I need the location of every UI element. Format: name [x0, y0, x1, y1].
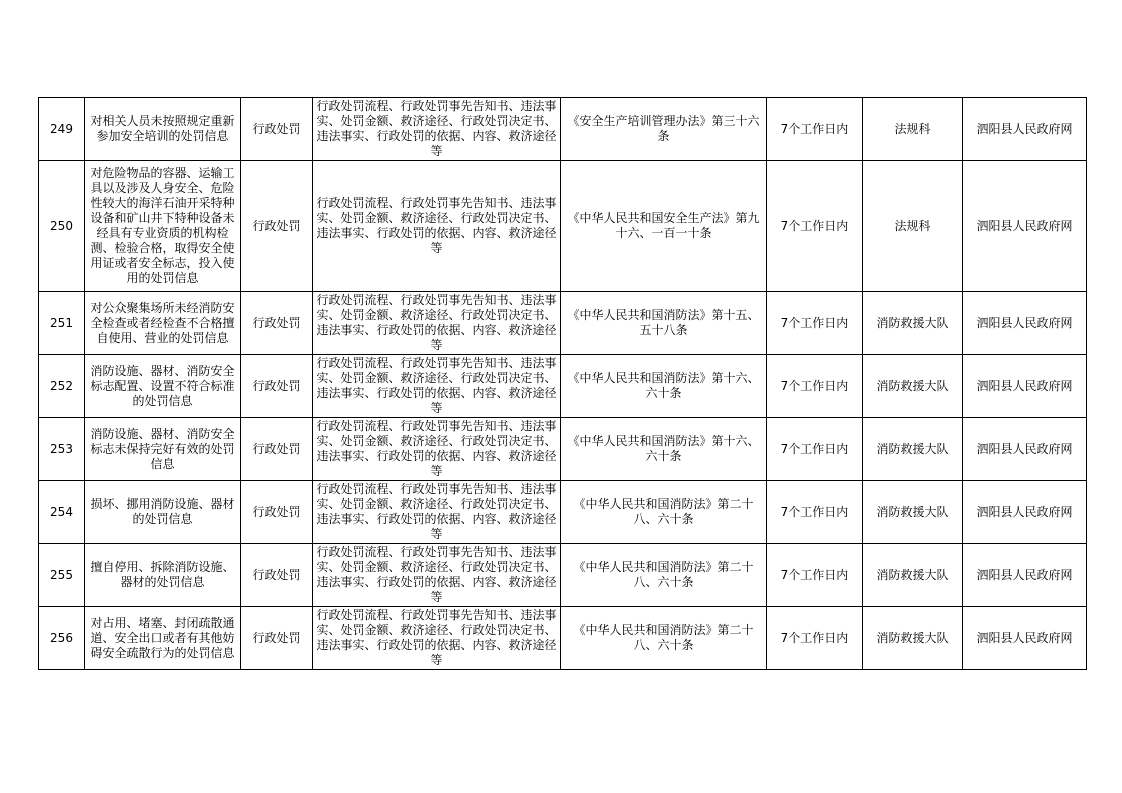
disclosure-channel: 泗阳县人民政府网: [963, 161, 1087, 292]
item-name: 对相关人员未按照规定重新参加安全培训的处罚信息: [85, 98, 241, 161]
row-number: 254: [39, 481, 85, 544]
legal-basis: 《中华人民共和国消防法》第二十八、六十条: [561, 481, 767, 544]
disclosure-channel: 泗阳县人民政府网: [963, 418, 1087, 481]
table-row: [39, 98, 1087, 161]
row-number: 256: [39, 607, 85, 670]
disclosure-content: 行政处罚流程、行政处罚事先告知书、违法事实、处罚金额、救济途径、行政处罚决定书、违法事实、行政处罚的依据、内容、救济途径等: [313, 418, 561, 481]
item-name: 对占用、堵塞、封闭疏散通道、安全出口或者有其他妨碍安全疏散行为的处罚信息: [85, 607, 241, 670]
legal-basis: 《中华人民共和国消防法》第二十八、六十条: [561, 544, 767, 607]
disclosure-table: [38, 97, 1087, 670]
item-name: 消防设施、器材、消防安全标志配置、设置不符合标准的处罚信息: [85, 355, 241, 418]
row-number: 249: [39, 98, 85, 161]
disclosure-content: 行政处罚流程、行政处罚事先告知书、违法事实、处罚金额、救济途径、行政处罚决定书、违法事实、行政处罚的依据、内容、救济途径等: [313, 544, 561, 607]
table-row: [39, 607, 1087, 670]
table-row: [39, 355, 1087, 418]
disclosure-channel: 泗阳县人民政府网: [963, 481, 1087, 544]
responsible-dept: 法规科: [863, 161, 963, 292]
item-category: 行政处罚: [241, 98, 313, 161]
legal-basis: 《中华人民共和国安全生产法》第九十六、一百一十条: [561, 161, 767, 292]
table-row: [39, 418, 1087, 481]
table-row: [39, 161, 1087, 292]
item-category: 行政处罚: [241, 418, 313, 481]
row-number: 252: [39, 355, 85, 418]
row-number: 251: [39, 292, 85, 355]
item-category: 行政处罚: [241, 544, 313, 607]
item-name: 损坏、挪用消防设施、器材的处罚信息: [85, 481, 241, 544]
disclosure-time: 7个工作日内: [767, 607, 863, 670]
item-category: 行政处罚: [241, 161, 313, 292]
legal-basis: 《中华人民共和国消防法》第十五、五十八条: [561, 292, 767, 355]
item-name: 擅自停用、拆除消防设施、器材的处罚信息: [85, 544, 241, 607]
table-row: [39, 292, 1087, 355]
row-number: 253: [39, 418, 85, 481]
legal-basis: 《中华人民共和国消防法》第十六、六十条: [561, 418, 767, 481]
table-row: [39, 544, 1087, 607]
disclosure-channel: 泗阳县人民政府网: [963, 355, 1087, 418]
item-name: 对危险物品的容器、运输工具以及涉及人身安全、危险性较大的海洋石油开采特种设备和矿山井下特种设备未经具有专业资质的机构检测、检验合格，取得安全使用证或者安全标志，投入使用的处罚信息: [85, 161, 241, 292]
responsible-dept: 消防救援大队: [863, 292, 963, 355]
disclosure-time: 7个工作日内: [767, 481, 863, 544]
disclosure-time: 7个工作日内: [767, 418, 863, 481]
disclosure-time: 7个工作日内: [767, 292, 863, 355]
item-category: 行政处罚: [241, 481, 313, 544]
disclosure-channel: 泗阳县人民政府网: [963, 607, 1087, 670]
responsible-dept: 消防救援大队: [863, 607, 963, 670]
table-row: [39, 481, 1087, 544]
disclosure-channel: 泗阳县人民政府网: [963, 544, 1087, 607]
responsible-dept: 消防救援大队: [863, 355, 963, 418]
disclosure-content: 行政处罚流程、行政处罚事先告知书、违法事实、处罚金额、救济途径、行政处罚决定书、违法事实、行政处罚的依据、内容、救济途径等: [313, 355, 561, 418]
disclosure-content: 行政处罚流程、行政处罚事先告知书、违法事实、处罚金额、救济途径、行政处罚决定书、违法事实、行政处罚的依据、内容、救济途径等: [313, 161, 561, 292]
disclosure-content: 行政处罚流程、行政处罚事先告知书、违法事实、处罚金额、救济途径、行政处罚决定书、违法事实、行政处罚的依据、内容、救济途径等: [313, 607, 561, 670]
disclosure-content: 行政处罚流程、行政处罚事先告知书、违法事实、处罚金额、救济途径、行政处罚决定书、违法事实、行政处罚的依据、内容、救济途径等: [313, 481, 561, 544]
disclosure-time: 7个工作日内: [767, 98, 863, 161]
disclosure-channel: 泗阳县人民政府网: [963, 98, 1087, 161]
responsible-dept: 消防救援大队: [863, 418, 963, 481]
disclosure-time: 7个工作日内: [767, 355, 863, 418]
disclosure-content: 行政处罚流程、行政处罚事先告知书、违法事实、处罚金额、救济途径、行政处罚决定书、违法事实、行政处罚的依据、内容、救济途径等: [313, 292, 561, 355]
item-name: 消防设施、器材、消防安全标志未保持完好有效的处罚信息: [85, 418, 241, 481]
item-category: 行政处罚: [241, 355, 313, 418]
legal-basis: 《中华人民共和国消防法》第十六、六十条: [561, 355, 767, 418]
legal-basis: 《安全生产培训管理办法》第三十六条: [561, 98, 767, 161]
disclosure-content: 行政处罚流程、行政处罚事先告知书、违法事实、处罚金额、救济途径、行政处罚决定书、违法事实、行政处罚的依据、内容、救济途径等: [313, 98, 561, 161]
item-category: 行政处罚: [241, 292, 313, 355]
responsible-dept: 法规科: [863, 98, 963, 161]
responsible-dept: 消防救援大队: [863, 544, 963, 607]
item-name: 对公众聚集场所未经消防安全检查或者经检查不合格擅自使用、营业的处罚信息: [85, 292, 241, 355]
row-number: 255: [39, 544, 85, 607]
item-category: 行政处罚: [241, 607, 313, 670]
disclosure-time: 7个工作日内: [767, 161, 863, 292]
legal-basis: 《中华人民共和国消防法》第二十八、六十条: [561, 607, 767, 670]
row-number: 250: [39, 161, 85, 292]
responsible-dept: 消防救援大队: [863, 481, 963, 544]
disclosure-channel: 泗阳县人民政府网: [963, 292, 1087, 355]
disclosure-time: 7个工作日内: [767, 544, 863, 607]
